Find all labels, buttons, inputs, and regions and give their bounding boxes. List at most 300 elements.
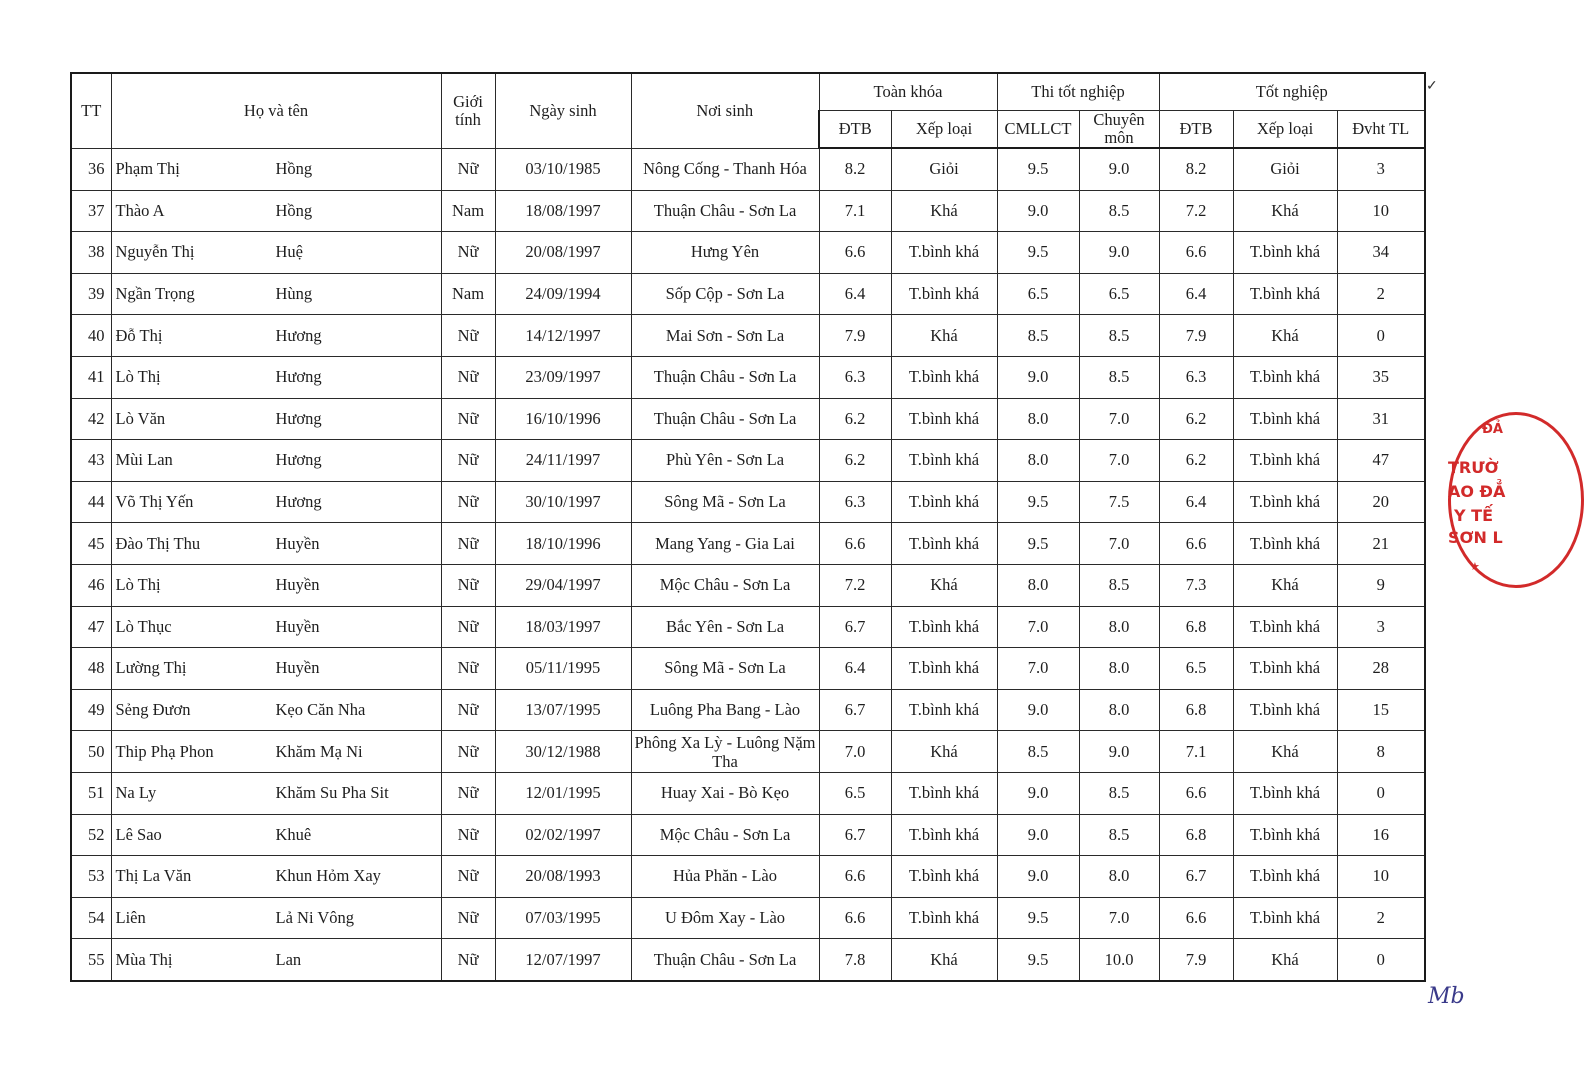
final-average: 7.2 bbox=[1159, 190, 1233, 232]
exam-cmllct: 7.0 bbox=[997, 606, 1079, 648]
table-row bbox=[71, 772, 1425, 814]
final-average: 6.3 bbox=[1159, 356, 1233, 398]
course-average: 6.7 bbox=[819, 814, 891, 856]
birthplace: Mai Sơn - Sơn La bbox=[631, 315, 819, 357]
full-name bbox=[111, 440, 441, 482]
full-name bbox=[111, 481, 441, 523]
credits-accumulated: 20 bbox=[1337, 481, 1425, 523]
final-rank: T.bình khá bbox=[1233, 523, 1337, 565]
final-rank: T.bình khá bbox=[1233, 481, 1337, 523]
family-middle-name: Na Ly bbox=[115, 783, 157, 803]
date-of-birth: 24/09/1994 bbox=[495, 273, 631, 315]
final-rank: T.bình khá bbox=[1233, 689, 1337, 731]
course-rank: T.bình khá bbox=[891, 814, 997, 856]
full-name bbox=[111, 939, 441, 981]
header-gender: Giới tính bbox=[441, 73, 495, 148]
credits-accumulated: 47 bbox=[1337, 440, 1425, 482]
exam-cmllct: 7.0 bbox=[997, 648, 1079, 690]
date-of-birth: 18/10/1996 bbox=[495, 523, 631, 565]
credits-accumulated: 35 bbox=[1337, 356, 1425, 398]
birthplace: U Đôm Xay - Lào bbox=[631, 897, 819, 939]
exam-cmllct: 9.5 bbox=[997, 939, 1079, 981]
header-whole-course: Toàn khóa bbox=[819, 73, 997, 111]
gender: Nữ bbox=[441, 856, 495, 898]
exam-cmllct: 9.0 bbox=[997, 772, 1079, 814]
full-name bbox=[111, 232, 441, 274]
header-graduation: Tốt nghiệp bbox=[1159, 73, 1425, 111]
corner-mark: ✓ bbox=[1426, 78, 1438, 94]
birthplace: Sốp Cộp - Sơn La bbox=[631, 273, 819, 315]
credits-accumulated: 3 bbox=[1337, 606, 1425, 648]
exam-cmllct: 6.5 bbox=[997, 273, 1079, 315]
header-rank: Xếp loại bbox=[891, 111, 997, 149]
full-name bbox=[111, 814, 441, 856]
date-of-birth: 13/07/1995 bbox=[495, 689, 631, 731]
date-of-birth: 02/02/1997 bbox=[495, 814, 631, 856]
family-middle-name: Thip Phạ Phon bbox=[115, 741, 214, 761]
table-row bbox=[71, 939, 1425, 981]
date-of-birth: 24/11/1997 bbox=[495, 440, 631, 482]
header-specialty: Chuyên môn bbox=[1079, 111, 1159, 149]
signature: Mb bbox=[1428, 984, 1465, 1009]
credits-accumulated: 8 bbox=[1337, 731, 1425, 773]
course-rank: T.bình khá bbox=[891, 440, 997, 482]
course-average: 6.3 bbox=[819, 356, 891, 398]
given-name: Hồng bbox=[275, 159, 313, 179]
gender: Nữ bbox=[441, 564, 495, 606]
final-average: 7.9 bbox=[1159, 315, 1233, 357]
given-name: Huyền bbox=[275, 575, 320, 595]
full-name bbox=[111, 689, 441, 731]
credits-accumulated: 34 bbox=[1337, 232, 1425, 274]
course-rank: T.bình khá bbox=[891, 273, 997, 315]
table-row bbox=[71, 648, 1425, 690]
final-rank: T.bình khá bbox=[1233, 856, 1337, 898]
family-middle-name: Lò Văn bbox=[115, 408, 166, 428]
header-credits: Đvht TL bbox=[1337, 111, 1425, 149]
final-average: 6.8 bbox=[1159, 606, 1233, 648]
birthplace: Thuận Châu - Sơn La bbox=[631, 190, 819, 232]
exam-cmllct: 9.0 bbox=[997, 814, 1079, 856]
exam-specialty: 8.0 bbox=[1079, 606, 1159, 648]
full-name bbox=[111, 897, 441, 939]
row-number: 52 bbox=[71, 814, 111, 856]
table-body bbox=[71, 148, 1425, 981]
full-name bbox=[111, 190, 441, 232]
credits-accumulated: 15 bbox=[1337, 689, 1425, 731]
given-name: Khun Hỏm Xay bbox=[275, 866, 381, 886]
exam-cmllct: 9.5 bbox=[997, 148, 1079, 190]
full-name bbox=[111, 606, 441, 648]
full-name bbox=[111, 772, 441, 814]
table-row bbox=[71, 856, 1425, 898]
row-number: 44 bbox=[71, 481, 111, 523]
final-rank: T.bình khá bbox=[1233, 356, 1337, 398]
course-average: 6.7 bbox=[819, 606, 891, 648]
table-row bbox=[71, 606, 1425, 648]
table-row bbox=[71, 440, 1425, 482]
date-of-birth: 07/03/1995 bbox=[495, 897, 631, 939]
row-number: 55 bbox=[71, 939, 111, 981]
course-rank: T.bình khá bbox=[891, 232, 997, 274]
full-name bbox=[111, 731, 441, 773]
family-middle-name: Đào Thị Thu bbox=[115, 533, 201, 553]
course-rank: Khá bbox=[891, 939, 997, 981]
final-rank: T.bình khá bbox=[1233, 897, 1337, 939]
family-middle-name: Sẻng Đươn bbox=[115, 700, 191, 720]
credits-accumulated: 21 bbox=[1337, 523, 1425, 565]
full-name bbox=[111, 648, 441, 690]
course-rank: Khá bbox=[891, 731, 997, 773]
final-average: 6.6 bbox=[1159, 897, 1233, 939]
table-row bbox=[71, 481, 1425, 523]
table-row bbox=[71, 232, 1425, 274]
gender: Nữ bbox=[441, 939, 495, 981]
header-name: Họ và tên bbox=[111, 73, 441, 148]
exam-cmllct: 8.0 bbox=[997, 440, 1079, 482]
birthplace: Mộc Châu - Sơn La bbox=[631, 564, 819, 606]
family-middle-name: Lường Thị bbox=[115, 658, 187, 678]
family-middle-name: Mùa Thị bbox=[115, 949, 173, 969]
birthplace: Thuận Châu - Sơn La bbox=[631, 356, 819, 398]
course-rank: T.bình khá bbox=[891, 897, 997, 939]
exam-cmllct: 9.0 bbox=[997, 356, 1079, 398]
final-average: 6.8 bbox=[1159, 689, 1233, 731]
credits-accumulated: 2 bbox=[1337, 273, 1425, 315]
course-rank: T.bình khá bbox=[891, 523, 997, 565]
given-name: Hương bbox=[275, 325, 322, 345]
course-average: 7.8 bbox=[819, 939, 891, 981]
family-middle-name: Ngần Trọng bbox=[115, 284, 195, 304]
date-of-birth: 20/08/1993 bbox=[495, 856, 631, 898]
exam-specialty: 9.0 bbox=[1079, 731, 1159, 773]
row-number: 49 bbox=[71, 689, 111, 731]
gender: Nữ bbox=[441, 648, 495, 690]
exam-specialty: 8.5 bbox=[1079, 356, 1159, 398]
row-number: 48 bbox=[71, 648, 111, 690]
exam-specialty: 9.0 bbox=[1079, 148, 1159, 190]
given-name: Hương bbox=[275, 450, 322, 470]
credits-accumulated: 10 bbox=[1337, 856, 1425, 898]
full-name bbox=[111, 356, 441, 398]
final-average: 7.3 bbox=[1159, 564, 1233, 606]
final-rank: T.bình khá bbox=[1233, 398, 1337, 440]
exam-cmllct: 9.5 bbox=[997, 481, 1079, 523]
final-average: 6.6 bbox=[1159, 232, 1233, 274]
final-rank: T.bình khá bbox=[1233, 814, 1337, 856]
gender: Nữ bbox=[441, 772, 495, 814]
final-rank: Giỏi bbox=[1233, 148, 1337, 190]
given-name: Hương bbox=[275, 367, 322, 387]
header-dtb: ĐTB bbox=[819, 111, 891, 149]
birthplace: Thuận Châu - Sơn La bbox=[631, 398, 819, 440]
date-of-birth: 12/01/1995 bbox=[495, 772, 631, 814]
family-middle-name: Lò Thị bbox=[115, 367, 161, 387]
final-average: 7.1 bbox=[1159, 731, 1233, 773]
table-row bbox=[71, 523, 1425, 565]
date-of-birth: 12/07/1997 bbox=[495, 939, 631, 981]
final-rank: Khá bbox=[1233, 564, 1337, 606]
final-average: 6.2 bbox=[1159, 440, 1233, 482]
given-name: Hương bbox=[275, 492, 322, 512]
course-average: 6.3 bbox=[819, 481, 891, 523]
table-row bbox=[71, 689, 1425, 731]
final-rank: Khá bbox=[1233, 190, 1337, 232]
exam-cmllct: 9.5 bbox=[997, 523, 1079, 565]
exam-cmllct: 8.5 bbox=[997, 315, 1079, 357]
course-rank: Khá bbox=[891, 564, 997, 606]
course-rank: T.bình khá bbox=[891, 606, 997, 648]
given-name: Kẹo Căn Nha bbox=[275, 700, 366, 720]
final-average: 6.8 bbox=[1159, 814, 1233, 856]
given-name: Hồng bbox=[275, 200, 313, 220]
exam-specialty: 9.0 bbox=[1079, 232, 1159, 274]
full-name bbox=[111, 564, 441, 606]
exam-specialty: 8.5 bbox=[1079, 315, 1159, 357]
course-average: 7.9 bbox=[819, 315, 891, 357]
given-name: Huyền bbox=[275, 658, 320, 678]
birthplace: Sông Mã - Sơn La bbox=[631, 648, 819, 690]
exam-specialty: 10.0 bbox=[1079, 939, 1159, 981]
given-name: Huệ bbox=[275, 242, 303, 262]
exam-cmllct: 9.5 bbox=[997, 897, 1079, 939]
date-of-birth: 16/10/1996 bbox=[495, 398, 631, 440]
course-rank: T.bình khá bbox=[891, 856, 997, 898]
final-average: 6.4 bbox=[1159, 481, 1233, 523]
date-of-birth: 23/09/1997 bbox=[495, 356, 631, 398]
given-name: Hùng bbox=[275, 284, 313, 304]
given-name: Khuê bbox=[275, 824, 312, 844]
graduation-results-table bbox=[70, 72, 1426, 982]
course-average: 6.2 bbox=[819, 440, 891, 482]
date-of-birth: 14/12/1997 bbox=[495, 315, 631, 357]
row-number: 45 bbox=[71, 523, 111, 565]
header-cmllct: CMLLCT bbox=[997, 111, 1079, 149]
given-name: Lan bbox=[275, 949, 302, 969]
row-number: 47 bbox=[71, 606, 111, 648]
final-rank: Khá bbox=[1233, 315, 1337, 357]
full-name bbox=[111, 856, 441, 898]
gender: Nam bbox=[441, 273, 495, 315]
gender: Nữ bbox=[441, 523, 495, 565]
gender: Nữ bbox=[441, 148, 495, 190]
family-middle-name: Đỗ Thị bbox=[115, 325, 163, 345]
row-number: 46 bbox=[71, 564, 111, 606]
header-tt: TT bbox=[71, 73, 111, 148]
final-rank: T.bình khá bbox=[1233, 606, 1337, 648]
course-average: 6.4 bbox=[819, 273, 891, 315]
gender: Nữ bbox=[441, 689, 495, 731]
credits-accumulated: 0 bbox=[1337, 772, 1425, 814]
family-middle-name: Mùi Lan bbox=[115, 450, 173, 470]
birthplace: Luông Pha Bang - Lào bbox=[631, 689, 819, 731]
exam-specialty: 7.0 bbox=[1079, 440, 1159, 482]
row-number: 36 bbox=[71, 148, 111, 190]
final-rank: T.bình khá bbox=[1233, 440, 1337, 482]
table-row bbox=[71, 315, 1425, 357]
birthplace: Phù Yên - Sơn La bbox=[631, 440, 819, 482]
row-number: 38 bbox=[71, 232, 111, 274]
table-row bbox=[71, 897, 1425, 939]
birthplace: Sông Mã - Sơn La bbox=[631, 481, 819, 523]
given-name: Huyền bbox=[275, 533, 320, 553]
row-number: 54 bbox=[71, 897, 111, 939]
course-average: 6.6 bbox=[819, 856, 891, 898]
family-middle-name: Thào A bbox=[115, 200, 165, 220]
course-rank: T.bình khá bbox=[891, 356, 997, 398]
family-middle-name: Nguyễn Thị bbox=[115, 242, 195, 262]
birthplace: Bắc Yên - Sơn La bbox=[631, 606, 819, 648]
course-rank: Khá bbox=[891, 315, 997, 357]
family-middle-name: Liên bbox=[115, 907, 146, 927]
date-of-birth: 18/03/1997 bbox=[495, 606, 631, 648]
header-graduation-exam: Thi tốt nghiệp bbox=[997, 73, 1159, 111]
course-rank: Khá bbox=[891, 190, 997, 232]
table-row bbox=[71, 564, 1425, 606]
course-average: 6.2 bbox=[819, 398, 891, 440]
row-number: 50 bbox=[71, 731, 111, 773]
course-average: 7.2 bbox=[819, 564, 891, 606]
course-average: 6.7 bbox=[819, 689, 891, 731]
exam-cmllct: 9.0 bbox=[997, 190, 1079, 232]
final-rank: Khá bbox=[1233, 939, 1337, 981]
gender: Nam bbox=[441, 190, 495, 232]
given-name: Khăm Mạ Ni bbox=[275, 741, 363, 761]
course-rank: T.bình khá bbox=[891, 772, 997, 814]
exam-specialty: 8.5 bbox=[1079, 772, 1159, 814]
final-rank: T.bình khá bbox=[1233, 273, 1337, 315]
school-stamp: ĐẢ TRƯỜ AO ĐẲ Y TẾ SƠN L ★ bbox=[1448, 412, 1518, 582]
exam-specialty: 8.5 bbox=[1079, 564, 1159, 606]
gender: Nữ bbox=[441, 398, 495, 440]
exam-specialty: 8.0 bbox=[1079, 689, 1159, 731]
family-middle-name: Lò Thục bbox=[115, 616, 172, 636]
gender: Nữ bbox=[441, 232, 495, 274]
birthplace: Mộc Châu - Sơn La bbox=[631, 814, 819, 856]
row-number: 53 bbox=[71, 856, 111, 898]
table-row bbox=[71, 273, 1425, 315]
exam-specialty: 7.0 bbox=[1079, 523, 1159, 565]
course-rank: T.bình khá bbox=[891, 398, 997, 440]
birthplace: Thuận Châu - Sơn La bbox=[631, 939, 819, 981]
birthplace: Mang Yang - Gia Lai bbox=[631, 523, 819, 565]
course-average: 6.6 bbox=[819, 232, 891, 274]
credits-accumulated: 3 bbox=[1337, 148, 1425, 190]
final-average: 7.9 bbox=[1159, 939, 1233, 981]
final-rank: T.bình khá bbox=[1233, 232, 1337, 274]
date-of-birth: 03/10/1985 bbox=[495, 148, 631, 190]
given-name: Huyền bbox=[275, 616, 320, 636]
exam-specialty: 8.5 bbox=[1079, 814, 1159, 856]
gender: Nữ bbox=[441, 897, 495, 939]
course-average: 6.5 bbox=[819, 772, 891, 814]
exam-specialty: 6.5 bbox=[1079, 273, 1159, 315]
exam-cmllct: 8.0 bbox=[997, 398, 1079, 440]
table-row bbox=[71, 814, 1425, 856]
credits-accumulated: 0 bbox=[1337, 315, 1425, 357]
final-average: 8.2 bbox=[1159, 148, 1233, 190]
family-middle-name: Phạm Thị bbox=[115, 159, 180, 179]
final-average: 6.4 bbox=[1159, 273, 1233, 315]
credits-accumulated: 9 bbox=[1337, 564, 1425, 606]
row-number: 41 bbox=[71, 356, 111, 398]
final-average: 6.6 bbox=[1159, 772, 1233, 814]
family-middle-name: Thị La Văn bbox=[115, 866, 192, 886]
date-of-birth: 18/08/1997 bbox=[495, 190, 631, 232]
table-row bbox=[71, 731, 1425, 773]
exam-specialty: 8.5 bbox=[1079, 190, 1159, 232]
gender: Nữ bbox=[441, 731, 495, 773]
full-name bbox=[111, 315, 441, 357]
birthplace: Hủa Phăn - Lào bbox=[631, 856, 819, 898]
exam-cmllct: 9.0 bbox=[997, 856, 1079, 898]
table-row bbox=[71, 190, 1425, 232]
date-of-birth: 05/11/1995 bbox=[495, 648, 631, 690]
given-name: Hương bbox=[275, 408, 322, 428]
exam-cmllct: 9.0 bbox=[997, 689, 1079, 731]
table-row bbox=[71, 148, 1425, 190]
full-name bbox=[111, 398, 441, 440]
exam-specialty: 7.0 bbox=[1079, 398, 1159, 440]
header-dob: Ngày sinh bbox=[495, 73, 631, 148]
exam-specialty: 8.0 bbox=[1079, 648, 1159, 690]
family-middle-name: Lê Sao bbox=[115, 824, 162, 844]
row-number: 42 bbox=[71, 398, 111, 440]
row-number: 39 bbox=[71, 273, 111, 315]
date-of-birth: 29/04/1997 bbox=[495, 564, 631, 606]
exam-cmllct: 8.5 bbox=[997, 731, 1079, 773]
gender: Nữ bbox=[441, 315, 495, 357]
birthplace: Phông Xa Lỳ - Luông Nặm Tha bbox=[631, 731, 819, 773]
gender: Nữ bbox=[441, 440, 495, 482]
final-average: 6.7 bbox=[1159, 856, 1233, 898]
date-of-birth: 30/10/1997 bbox=[495, 481, 631, 523]
gender: Nữ bbox=[441, 481, 495, 523]
credits-accumulated: 16 bbox=[1337, 814, 1425, 856]
exam-specialty: 7.5 bbox=[1079, 481, 1159, 523]
full-name bbox=[111, 523, 441, 565]
final-rank: Khá bbox=[1233, 731, 1337, 773]
header-dtb-final: ĐTB bbox=[1159, 111, 1233, 149]
table-row bbox=[71, 398, 1425, 440]
course-rank: Giỏi bbox=[891, 148, 997, 190]
row-number: 37 bbox=[71, 190, 111, 232]
row-number: 51 bbox=[71, 772, 111, 814]
course-rank: T.bình khá bbox=[891, 689, 997, 731]
course-rank: T.bình khá bbox=[891, 648, 997, 690]
family-middle-name: Võ Thị Yến bbox=[115, 492, 194, 512]
birthplace: Hưng Yên bbox=[631, 232, 819, 274]
course-average: 7.1 bbox=[819, 190, 891, 232]
given-name: Khăm Su Pha Sit bbox=[275, 783, 389, 803]
credits-accumulated: 2 bbox=[1337, 897, 1425, 939]
header-rank-final: Xếp loại bbox=[1233, 111, 1337, 149]
exam-cmllct: 9.5 bbox=[997, 232, 1079, 274]
gender: Nữ bbox=[441, 814, 495, 856]
final-average: 6.2 bbox=[1159, 398, 1233, 440]
family-middle-name: Lò Thị bbox=[115, 575, 161, 595]
birthplace: Nông Cống - Thanh Hóa bbox=[631, 148, 819, 190]
header-birthplace: Nơi sinh bbox=[631, 73, 819, 148]
gender: Nữ bbox=[441, 606, 495, 648]
row-number: 43 bbox=[71, 440, 111, 482]
final-rank: T.bình khá bbox=[1233, 772, 1337, 814]
credits-accumulated: 31 bbox=[1337, 398, 1425, 440]
full-name bbox=[111, 148, 441, 190]
row-number: 40 bbox=[71, 315, 111, 357]
final-average: 6.6 bbox=[1159, 523, 1233, 565]
credits-accumulated: 10 bbox=[1337, 190, 1425, 232]
